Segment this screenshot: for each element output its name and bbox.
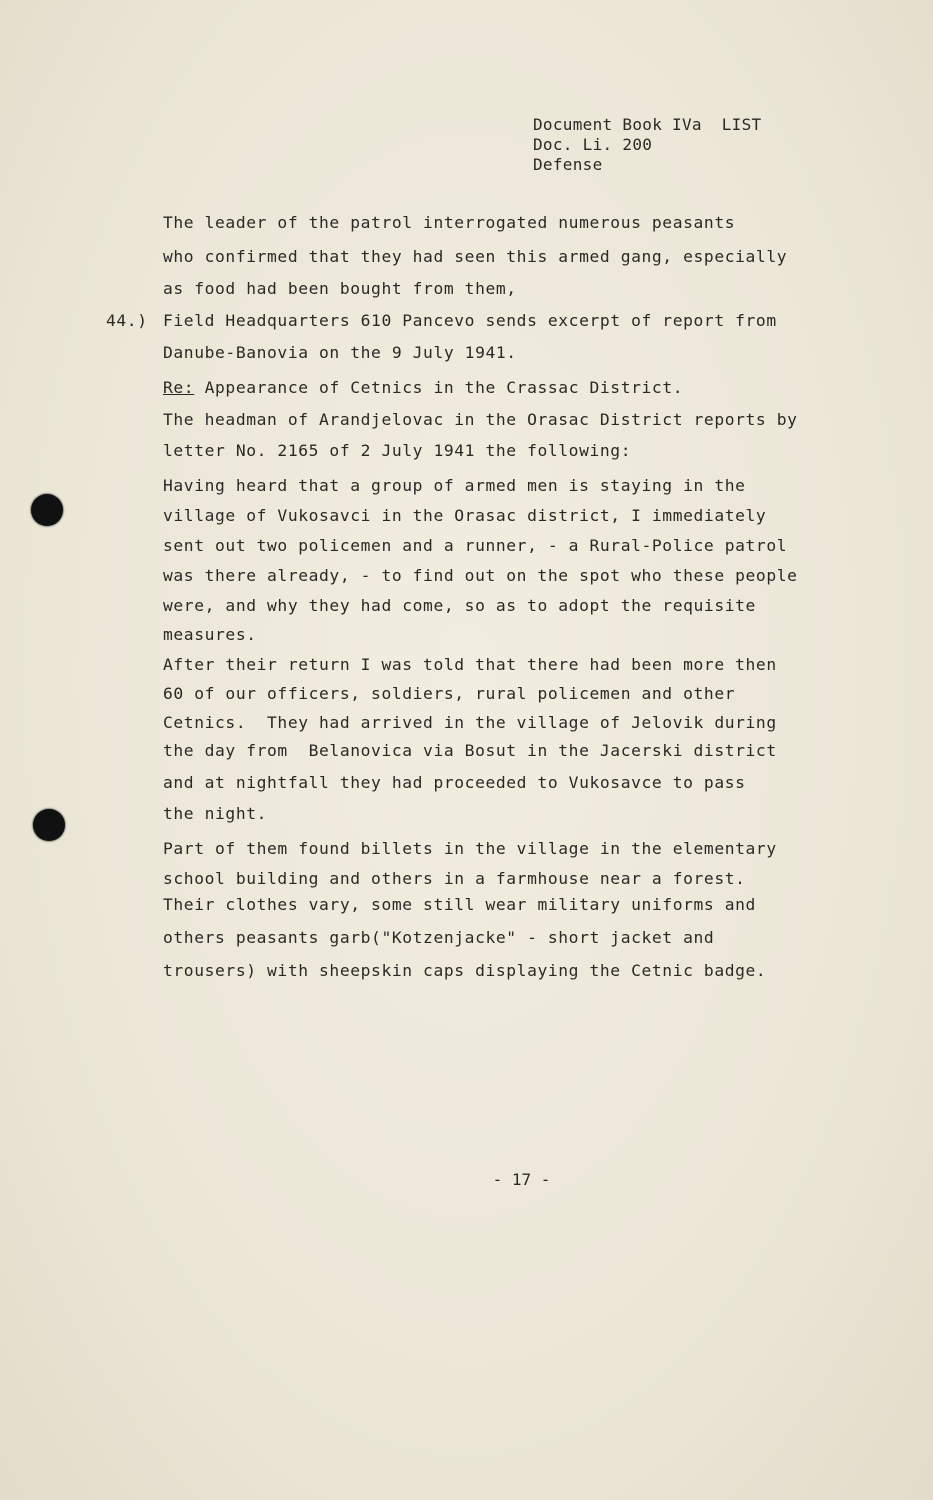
header-line-defense: Defense [533, 155, 603, 174]
body-line: The headman of Arandjelovac in the Orasac District reports by [163, 410, 798, 429]
body-line: Part of them found billets in the village in the elementary [163, 839, 777, 858]
body-line: After their return I was told that there had been more then [163, 655, 777, 674]
body-line: Danube-Banovia on the 9 July 1941. [163, 343, 517, 362]
body-line: was there already, - to find out on the spot who these people [163, 566, 798, 585]
item-number: 44.) [106, 311, 148, 330]
body-line: Field Headquarters 610 Pancevo sends excerpt of report from [163, 311, 777, 330]
body-line: trousers) with sheepskin caps displaying the Cetnic badge. [163, 961, 767, 980]
punch-hole-upper [31, 494, 63, 526]
body-line: sent out two policemen and a runner, - a Rural-Police patrol [163, 536, 788, 555]
body-line: others peasants garb("Kotzenjacke" - short jacket and [163, 928, 715, 947]
body-line: the night. [163, 804, 268, 823]
body-line: 60 of our officers, soldiers, rural policemen and other [163, 684, 736, 703]
body-line: were, and why they had come, so as to adopt the requisite [163, 596, 756, 615]
re-label: Re: [163, 378, 195, 397]
page-number: - 17 - [492, 1170, 551, 1189]
body-line: Having heard that a group of armed men is staying in the [163, 476, 746, 495]
re-subject: Appearance of Cetnics in the Crassac District. [194, 378, 684, 397]
punch-hole-lower [33, 809, 65, 841]
body-line: and at nightfall they had proceeded to Vukosavce to pass [163, 773, 746, 792]
body-line: village of Vukosavci in the Orasac district, I immediately [163, 506, 767, 525]
body-line: as food had been bought from them, [163, 279, 517, 298]
body-line: The leader of the patrol interrogated numerous peasants [163, 213, 736, 232]
body-line: the day from Belanovica via Bosut in the Jacerski district [163, 741, 777, 760]
body-line: measures. [163, 625, 257, 644]
body-line: who confirmed that they had seen this armed gang, especially [163, 247, 788, 266]
body-line: school building and others in a farmhouse near a forest. [163, 869, 746, 888]
body-line: Their clothes vary, some still wear military uniforms and [163, 895, 756, 914]
header-line-book: Document Book IVa LIST [533, 115, 762, 134]
body-line: letter No. 2165 of 2 July 1941 the following: [163, 441, 632, 460]
body-line: Cetnics. They had arrived in the village of Jelovik during [163, 713, 777, 732]
header-line-doc: Doc. Li. 200 [533, 135, 653, 154]
re-line [163, 378, 683, 398]
